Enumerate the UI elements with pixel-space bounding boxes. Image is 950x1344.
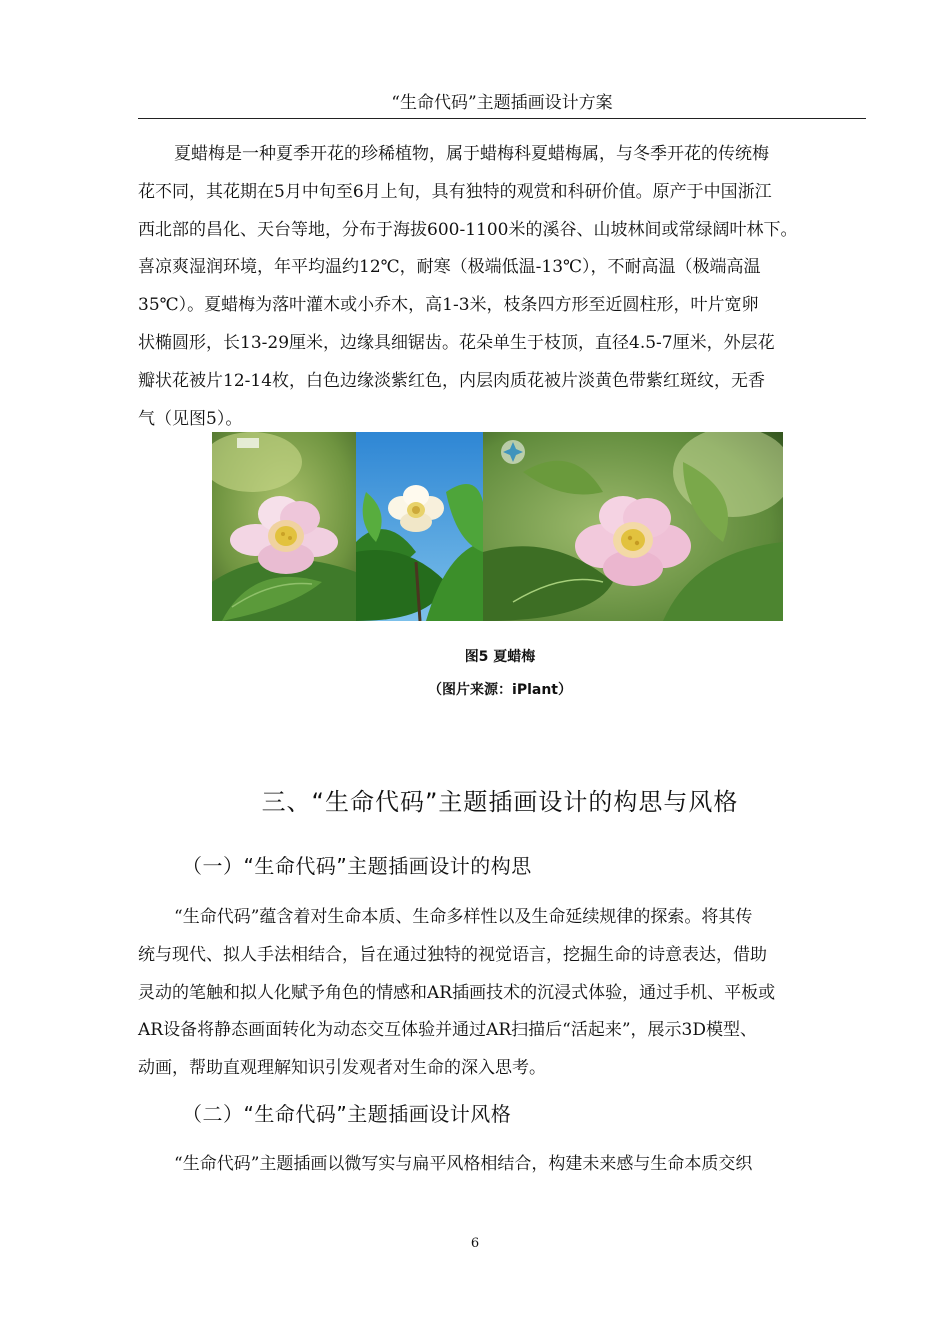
figure-caption: 图5 夏蜡梅 <box>464 649 536 665</box>
subsection-2-paragraph <box>138 1146 862 1184</box>
paragraph-line: 瓣状花被片12-14枚，白色边缘淡紫红色，内层肉质花被片淡黄色带紫红斑纹，无香 <box>138 370 766 391</box>
subsection-heading-2: （二）“生命代码”主题插画设计风格 <box>182 1102 512 1126</box>
page-number: 6 <box>470 1236 480 1251</box>
paragraph-line: 灵动的笔触和拟人化赋予角色的情感和AR插画技术的沉浸式体验，通过手机、平板或 <box>138 982 776 1003</box>
figure-source: （图片来源：iPlant） <box>428 682 572 698</box>
intro-paragraph <box>138 136 862 438</box>
paragraph-line: 状椭圆形，长13-29厘米，边缘具细锯齿。花朵单生于枝顶，直径4.5-7厘米，外层花 <box>138 332 775 353</box>
figure-photos <box>212 432 783 621</box>
subsection-heading-1: （一）“生命代码”主题插画设计的构思 <box>182 854 532 878</box>
paragraph-line: 动画，帮助直观理解知识引发观者对生命的深入思考。 <box>138 1058 546 1079</box>
running-header: “生命代码”主题插画设计方案 <box>138 92 866 119</box>
paragraph-line: 西北部的昌化、天台等地，分布于海拔600-1100米的溪谷、山坡林间或常绿阔叶林下。 <box>138 219 798 240</box>
paragraph-line: 35℃）。夏蜡梅为落叶灌木或小乔木，高1-3米，枝条四方形至近圆柱形，叶片宽卵 <box>138 295 759 316</box>
paragraph-line: 喜凉爽湿润环境，年平均温约12℃，耐寒（极端低温-13℃），不耐高温（极端高温 <box>138 257 761 278</box>
paragraph-line: AR设备将静态画面转化为动态交互体验并通过AR扫描后“活起来”，展示3D模型、 <box>138 1020 757 1041</box>
flower-photo-2 <box>356 432 483 621</box>
subsection-1-paragraph <box>138 899 862 1088</box>
flower-photo-3 <box>483 432 783 621</box>
flower-photo-1 <box>212 432 356 621</box>
section-heading: 三、“生命代码”主题插画设计的构思与风格 <box>261 788 739 816</box>
paragraph-line: 花不同，其花期在5月中旬至6月上旬，具有独特的观赏和科研价值。原产于中国浙江 <box>138 181 772 202</box>
paragraph-line: “生命代码”蕴含着对生命本质、生命多样性以及生命延续规律的探索。将其传 <box>174 907 753 927</box>
paragraph-line: “生命代码”主题插画以微写实与扁平风格相结合，构建未来感与生命本质交织 <box>174 1154 753 1174</box>
paragraph-line: 气（见图5）。 <box>138 408 243 429</box>
paragraph-line: 夏蜡梅是一种夏季开花的珍稀植物，属于蜡梅科夏蜡梅属，与冬季开花的传统梅 <box>174 144 769 164</box>
paragraph-line: 统与现代、拟人手法相结合，旨在通过独特的视觉语言，挖掘生命的诗意表达，借助 <box>138 944 767 965</box>
